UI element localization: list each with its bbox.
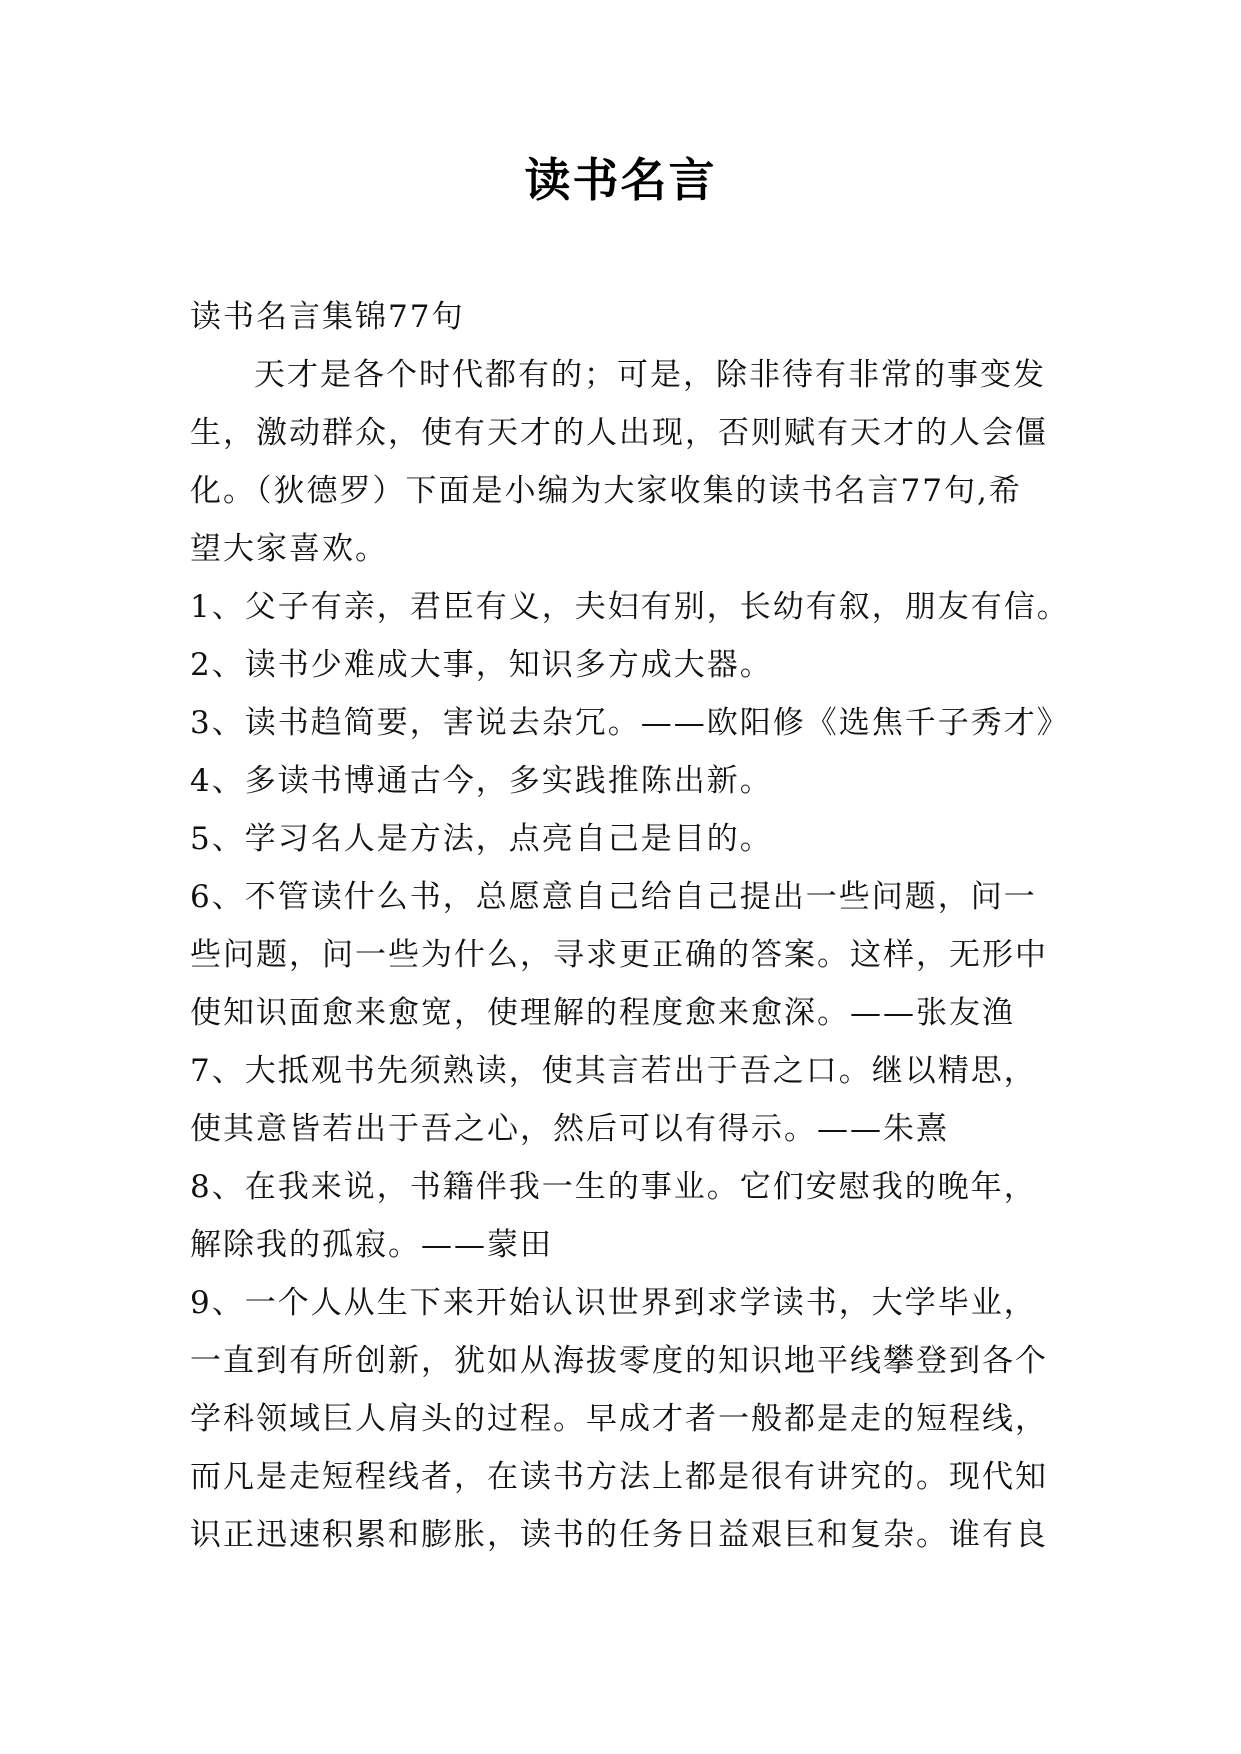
document-body <box>190 288 1070 1564</box>
paragraph-line: 4、多读书博通古今，多实践推陈出新。 <box>190 763 773 799</box>
paragraph-line: 天才是各个时代都有的；可是，除非待有非常的事变发 <box>254 357 1046 393</box>
paragraph-line: 3、读书趋简要，害说去杂冗。——欧阳修《选焦千子秀才》 <box>190 705 1070 741</box>
paragraph-line: 解除我的孤寂。——蒙田 <box>190 1227 553 1263</box>
paragraph-line: 使其意皆若出于吾之心，然后可以有得示。——朱熹 <box>190 1111 949 1147</box>
paragraph-line: 使知识面愈来愈宽，使理解的程度愈来愈深。——张友渔 <box>190 995 1015 1031</box>
paragraph-line: 9、一个人从生下来开始认识世界到求学读书，大学毕业， <box>190 1285 1037 1321</box>
paragraph-line: 2、读书少难成大事，知识多方成大器。 <box>190 647 773 683</box>
paragraph-line: 6、不管读什么书，总愿意自己给自己提出一些问题，问一 <box>190 879 1037 915</box>
paragraph-line: 8、在我来说，书籍伴我一生的事业。它们安慰我的晚年， <box>190 1169 1037 1205</box>
paragraph-line: 生，激动群众，使有天才的人出现，否则赋有天才的人会僵 <box>190 415 1048 451</box>
paragraph-line: 1、父子有亲，君臣有义，夫妇有别，长幼有叙，朋友有信。 <box>190 589 1070 625</box>
paragraph-line: 学科领域巨人肩头的过程。早成才者一般都是走的短程线， <box>190 1401 1048 1437</box>
paragraph-line: 识正迅速积累和膨胀，读书的任务日益艰巨和复杂。谁有良 <box>190 1517 1048 1553</box>
paragraph-line: 些问题，问一些为什么，寻求更正确的答案。这样，无形中 <box>190 937 1048 973</box>
paragraph-line: 望大家喜欢。 <box>190 531 388 567</box>
paragraph-line: 7、大抵观书先须熟读，使其言若出于吾之口。继以精思， <box>190 1053 1037 1089</box>
paragraph-line: 5、学习名人是方法，点亮自己是目的。 <box>190 821 773 857</box>
document-subtitle: 读书名言集锦77句 <box>190 299 465 335</box>
paragraph-line: 化。（狄德罗）下面是小编为大家收集的读书名言77句,希 <box>190 473 1022 509</box>
paragraph-line: 而凡是走短程线者，在读书方法上都是很有讲究的。现代知 <box>190 1459 1048 1495</box>
paragraph-line: 一直到有所创新，犹如从海拔零度的知识地平线攀登到各个 <box>190 1343 1048 1379</box>
document-title: 读书名言 <box>524 153 717 207</box>
